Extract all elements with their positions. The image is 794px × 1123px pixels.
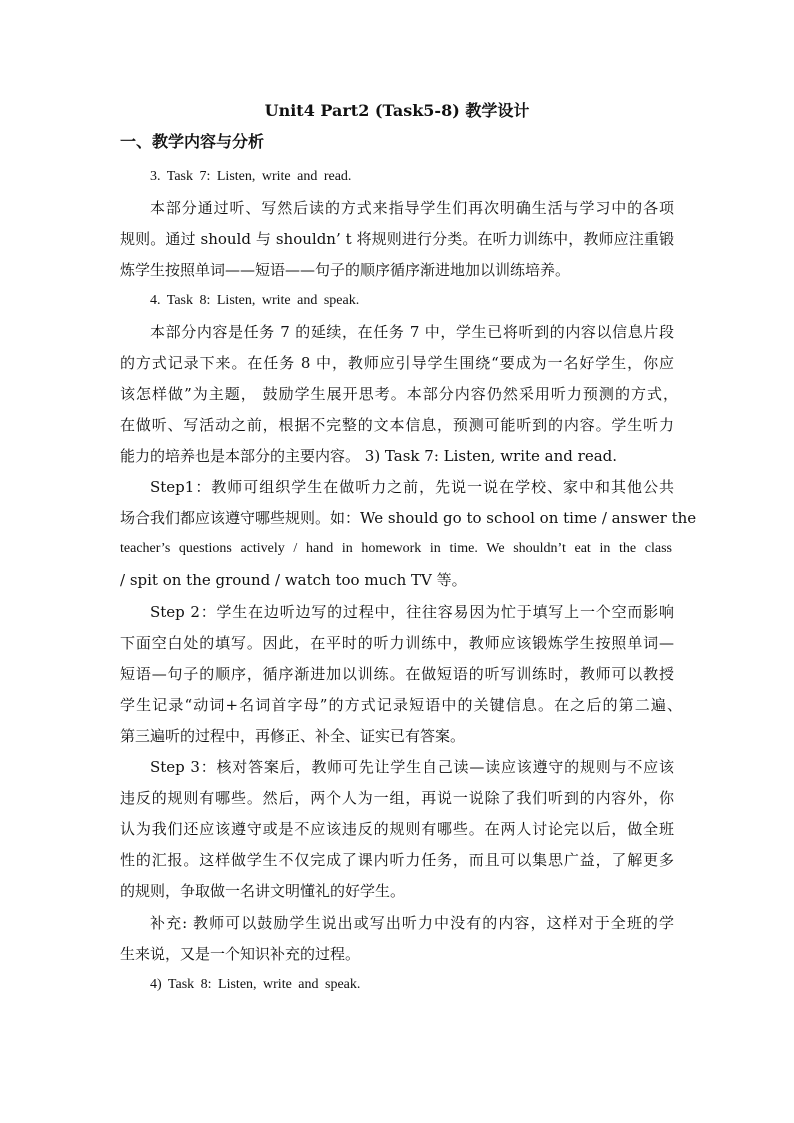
- step3-line: 性的汇报。这样做学生不仅完成了课内听力任务，而且可以集思广益，了解更多: [120, 851, 674, 869]
- step2-line: 短语—句子的顺序，循序渐进加以训练。在做短语的听写训练时，教师可以教授: [120, 665, 674, 683]
- paragraph-line: 规则。通过 should 与 shouldn’ t 将规则进行分类。在听力训练中，教师应注重锻: [120, 230, 674, 248]
- step2-line: 第三遍听的过程中，再修正、补全、证实已有答案。: [120, 727, 466, 745]
- section-heading: 一、教学内容与分析: [120, 132, 265, 151]
- step3-line: Step 3：核对答案后，教师可先让学生自己读—读应该遵守的规则与不应该: [150, 758, 674, 776]
- document-title: Unit4 Part2 (Task5-8) 教学设计: [264, 101, 530, 120]
- paragraph-line: 能力的培养也是本部分的主要内容。 3) Task 7: Listen, write and read.: [120, 447, 618, 465]
- step1-line: teacher’s questions actively / hand in homework in time. We shouldn’t eat in the class: [120, 541, 672, 556]
- paragraph-line: 在做听、写活动之前，根据不完整的文本信息，预测可能听到的内容。学生听力: [120, 416, 674, 434]
- step1-line: Step1：教师可组织学生在做听力之前，先说一说在学校、家中和其他公共: [150, 478, 674, 496]
- task8-sub-label: 4) Task 8: Listen, write and speak.: [150, 977, 361, 992]
- step2-line: 下面空白处的填写。因此，在平时的听力训练中，教师应该锻炼学生按照单词—: [120, 634, 674, 652]
- paragraph-line: 本部分内容是任务 7 的延续，在任务 7 中，学生已将听到的内容以信息片段: [150, 323, 674, 341]
- paragraph-line: 炼学生按照单词——短语——句子的顺序循序渐进地加以训练培养。: [120, 261, 571, 279]
- supplement-line: 补充: 教师可以鼓励学生说出或写出听力中没有的内容，这样对于全班的学: [150, 914, 674, 932]
- task8-label: 4. Task 8: Listen, write and speak.: [150, 293, 360, 308]
- supplement-line: 生来说，又是一个知识补充的过程。: [120, 945, 361, 963]
- step1-line: 场合我们都应该遵守哪些规则。如：We should go to school on time / answer the: [120, 509, 697, 527]
- step2-line: Step 2：学生在边听边写的过程中，往往容易因为忙于填写上一个空而影响: [150, 603, 674, 621]
- step2-line: 学生记录“动词+名词首字母”的方式记录短语中的关键信息。在之后的第二遍、: [120, 696, 682, 714]
- step3-line: 违反的规则有哪些。然后，两个人为一组，再说一说除了我们听到的内容外，你: [120, 789, 674, 807]
- step1-line: / spit on the ground / watch too much TV 等。: [120, 571, 467, 589]
- paragraph-line: 该怎样做”为主题， 鼓励学生展开思考。本部分内容仍然采用听力预测的方式，: [120, 385, 678, 403]
- step3-line: 认为我们还应该遵守或是不应该违反的规则有哪些。在两人讨论完以后，做全班: [120, 820, 674, 838]
- paragraph-line: 的方式记录下来。在任务 8 中，教师应引导学生围绕“要成为一名好学生，你应: [120, 354, 674, 372]
- paragraph-line: 本部分通过听、写然后读的方式来指导学生们再次明确生活与学习中的各项: [150, 199, 674, 217]
- step3-line: 的规则，争取做一名讲文明懂礼的好学生。: [120, 882, 406, 900]
- task7-label: 3. Task 7: Listen, write and read.: [150, 169, 352, 184]
